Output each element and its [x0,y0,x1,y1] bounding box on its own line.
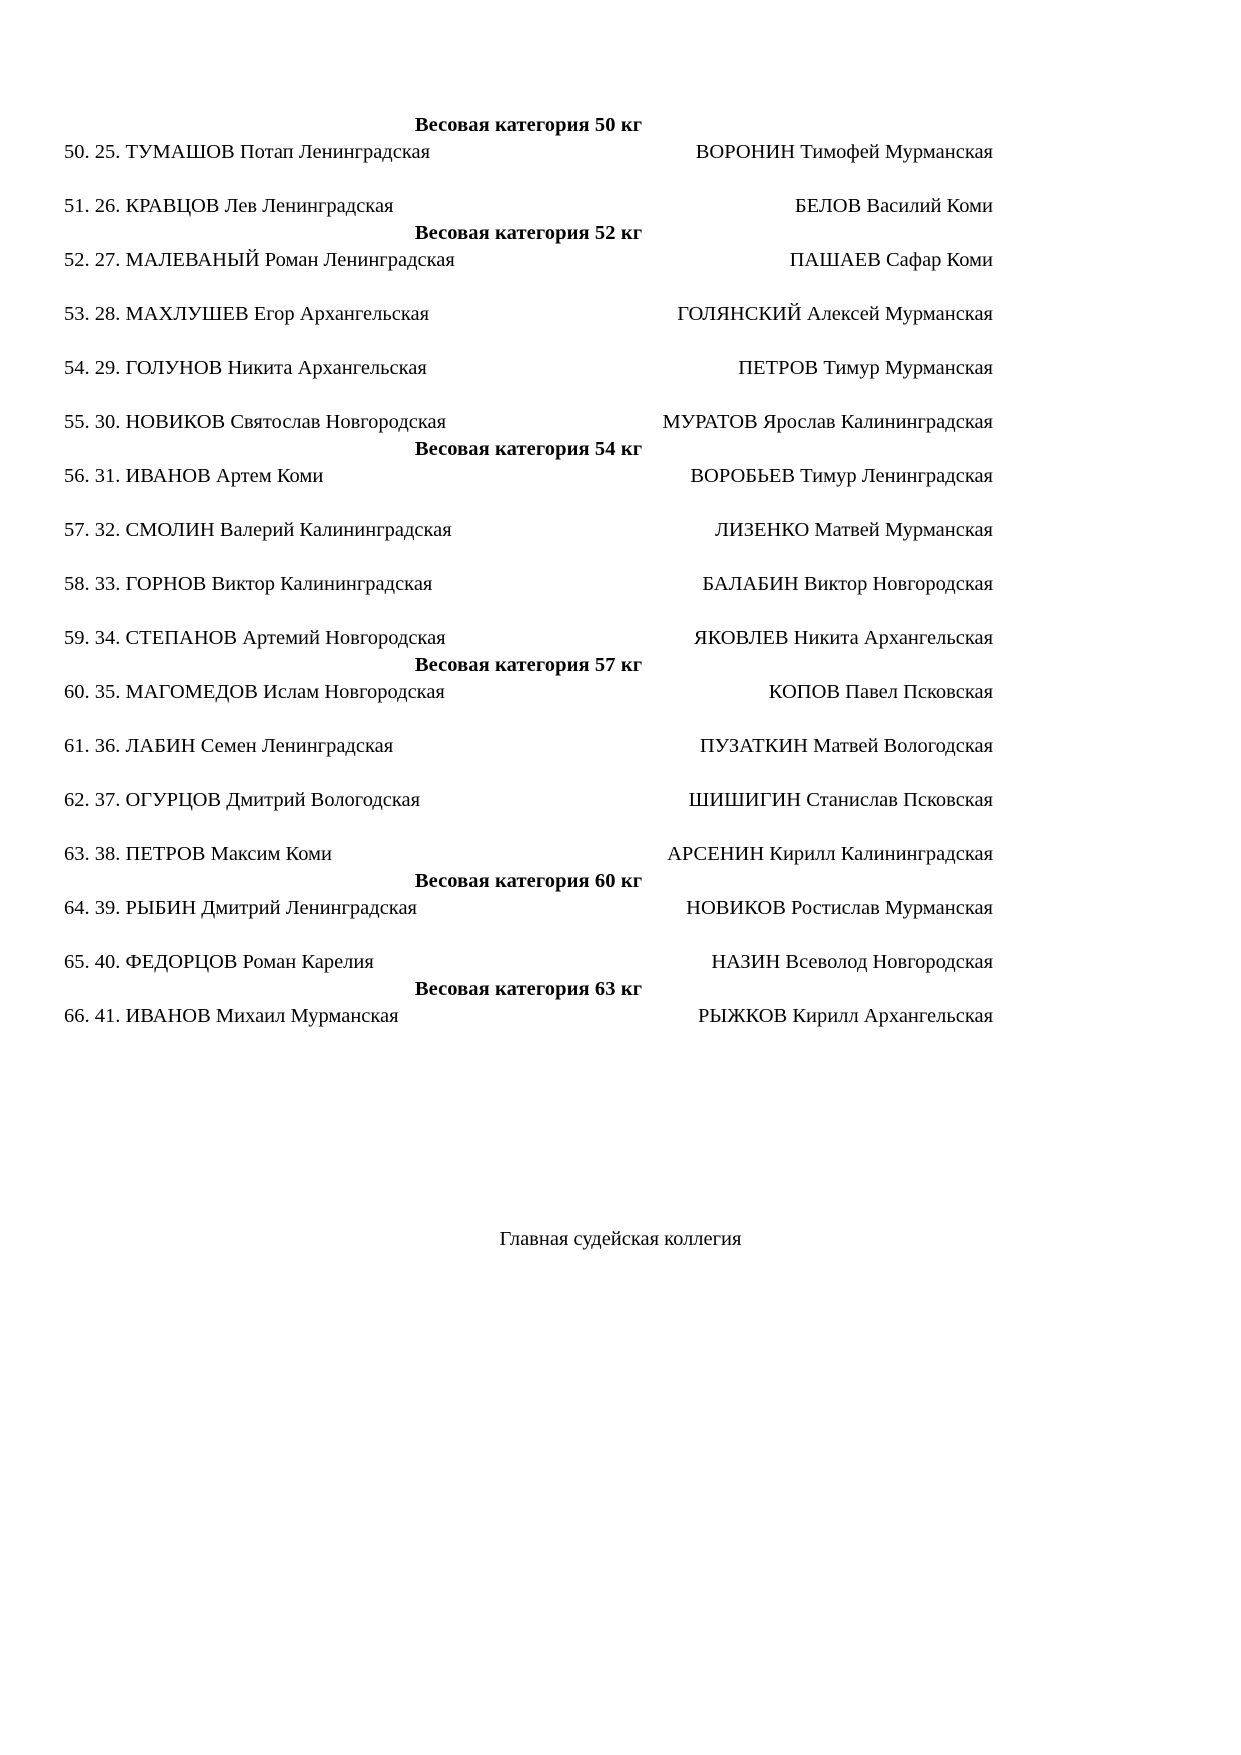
row-spacer [64,328,993,355]
bout-row [64,571,993,598]
bout-right-competitor: БАЛАБИН Виктор Новгородская [702,573,993,596]
weight-category-header: Весовая категория 54 кг [414,438,643,461]
bout-right-competitor: БЕЛОВ Василий Коми [794,195,993,218]
bout-row [64,841,993,868]
bout-right-competitor: ГОЛЯНСКИЙ Алексей Мурманская [677,303,993,326]
row-spacer [64,544,993,571]
document-footer: Главная судейская коллегия [499,1228,742,1250]
bout-left-competitor: 62. 37. ОГУРЦОВ Дмитрий Вологодская [64,789,421,812]
row-spacer [64,760,993,787]
bout-right-competitor: ЯКОВЛЕВ Никита Архангельская [693,627,993,650]
bout-row [64,787,993,814]
bout-row [64,679,993,706]
bout-row [64,949,993,976]
bout-row [64,355,993,382]
bout-left-competitor: 53. 28. МАХЛУШЕВ Егор Архангельская [64,303,429,326]
bout-right-competitor: КОПОВ Павел Псковская [768,681,993,704]
row-spacer [64,274,993,301]
bout-row [64,895,993,922]
bout-left-competitor: 60. 35. МАГОМЕДОВ Ислам Новгородская [64,681,445,704]
row-spacer [64,922,993,949]
bout-row [64,139,993,166]
bout-right-competitor: ВОРОБЬЕВ Тимур Ленинградская [690,465,993,488]
bout-left-competitor: 66. 41. ИВАНОВ Михаил Мурманская [64,1005,399,1028]
bout-right-competitor: ПЕТРОВ Тимур Мурманская [738,357,993,380]
weight-category-header: Весовая категория 60 кг [414,870,643,893]
bout-left-competitor: 64. 39. РЫБИН Дмитрий Ленинградская [64,897,417,920]
row-spacer [64,706,993,733]
bout-left-competitor: 52. 27. МАЛЕВАНЫЙ Роман Ленинградская [64,249,455,272]
weight-category-header: Весовая категория 52 кг [414,222,643,245]
bout-left-competitor: 55. 30. НОВИКОВ Святослав Новгородская [64,411,447,434]
bout-left-competitor: 58. 33. ГОРНОВ Виктор Калининградская [64,573,433,596]
bout-right-competitor: ПАШАЕВ Сафар Коми [789,249,993,272]
row-spacer [64,598,993,625]
bout-row [64,625,993,652]
bout-right-competitor: РЫЖКОВ Кирилл Архангельская [697,1005,993,1028]
bout-right-competitor: АРСЕНИН Кирилл Калининградская [667,843,993,866]
weight-category-header: Весовая категория 50 кг [414,114,643,136]
bout-row [64,193,993,220]
weight-category-header: Весовая категория 57 кг [414,654,643,677]
bout-row [64,301,993,328]
bout-right-competitor: НОВИКОВ Ростислав Мурманская [686,897,993,920]
bout-left-competitor: 61. 36. ЛАБИН Семен Ленинградская [64,735,394,758]
bout-row [64,409,993,436]
bout-left-competitor: 59. 34. СТЕПАНОВ Артемий Новгородская [64,627,446,650]
bout-row [64,1003,993,1030]
bout-right-competitor: ВОРОНИН Тимофей Мурманская [695,141,993,164]
bout-right-competitor: МУРАТОВ Ярослав Калининградская [662,411,993,434]
bout-left-competitor: 56. 31. ИВАНОВ Артем Коми [64,465,324,488]
row-spacer [64,490,993,517]
weight-category-header: Весовая категория 63 кг [414,978,643,1001]
bout-left-competitor: 65. 40. ФЕДОРЦОВ Роман Карелия [64,951,374,974]
bout-left-competitor: 51. 26. КРАВЦОВ Лев Ленинградская [64,195,394,218]
bout-left-competitor: 63. 38. ПЕТРОВ Максим Коми [64,843,333,866]
pairings-list [64,112,993,1030]
bout-left-competitor: 57. 32. СМОЛИН Валерий Калининградская [64,519,452,542]
row-spacer [64,166,993,193]
bout-right-competitor: ПУЗАТКИН Матвей Вологодская [699,735,993,758]
bout-right-competitor: ШИШИГИН Станислав Псковская [688,789,993,812]
bout-left-competitor: 50. 25. ТУМАШОВ Потап Ленинградская [64,141,431,164]
bout-left-competitor: 54. 29. ГОЛУНОВ Никита Архангельская [64,357,427,380]
bout-row [64,463,993,490]
bout-row [64,733,993,760]
row-spacer [64,382,993,409]
bout-right-competitor: ЛИЗЕНКО Матвей Мурманская [715,519,993,542]
bout-right-competitor: НАЗИН Всеволод Новгородская [711,951,993,974]
bout-row [64,517,993,544]
row-spacer [64,814,993,841]
bout-row [64,247,993,274]
